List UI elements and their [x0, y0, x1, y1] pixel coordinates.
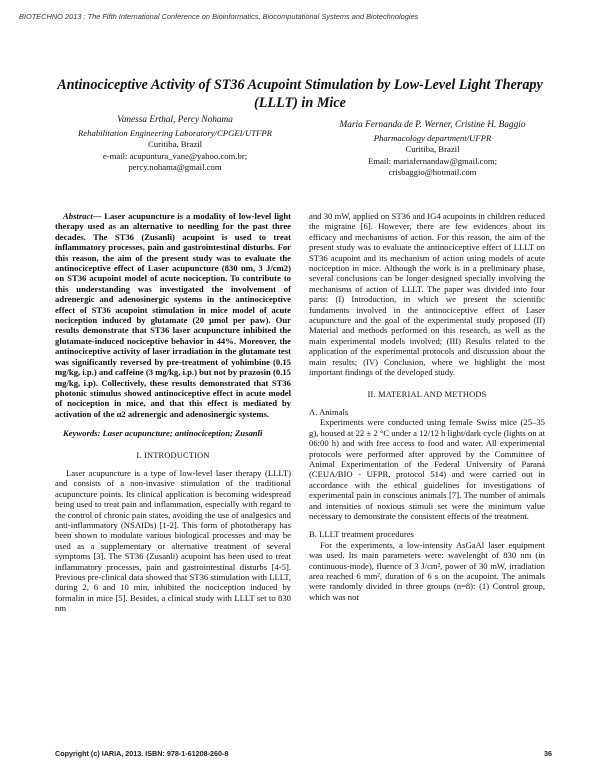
conference-header: BIOTECHNO 2013 : The Fifth International Conference on Bioinformatics, Biocomputational Systems and Biotechnologies [19, 12, 419, 21]
author-names: Maria Fernanda de P. Werner, Cristine H. Baggio [339, 120, 526, 130]
left-column [55, 211, 291, 614]
author-email: percy.nohama@gmail.com [128, 161, 222, 172]
intro-paragraph-continued: and 30 mW, applied on ST36 and IG4 acupoints in children reduced the migraine [6]. However, there are few evidences about its efficacy and mechanisms of action. For this reason, the aim of the present study was to evaluate the antinociceptive effect of LLLT on ST36 acupoint and its mechanism of action using models of acute nociception in mice. Although the work is in a preliminary phase, several conclusions can be longer designed specially involving the mechanisms of action of LLLT. The paper was divided into four parts: (I) Introduction, in which we present the scientific fundaments involved in the antinociceptive effect of Laser acupuncture and the goal of the experimental study proposed (II) Material and methods performed on this research, as well as the main experimental models involved; (III) Results related to the application of the experimental protocols and discussion about the main results; (IV) Conclusion, where we highlight the most important findings of the developed study. [309, 211, 545, 378]
lllt-paragraph: For the experiments, a low-intensity AsGaAl laser equipment was used. Its main parameters were: wavelenght of 830 nm (in continuous-mode), fluence of 3 J/cm², power of 30 mW, irradiation area reached 6 mm², duration of 6 s on the acupoint. The animals were randomly divided in three groups (n=8): (1) Control group, which was not [309, 539, 545, 602]
title-line-2: (LLLT) in Mice [254, 95, 346, 111]
footer-copyright: Copyright (c) IARIA, 2013. ISBN: 978-1-61208-260-8 [55, 749, 229, 758]
author-city: Curitiba, Brazil [405, 144, 460, 155]
subsection-heading-animals: A. Animals [309, 406, 349, 417]
author-block-1 [50, 115, 300, 173]
section-heading-methods: II. MATERIAL AND METHODS [367, 389, 487, 399]
animals-paragraph: Experiments were conducted using female Swiss mice (25–35 g), housed at 22 ± 2 °C under a 12/12 h light/dark cycle (lights on at 06:00 h) and with free access to food and water. All experimental protocols were performed after approved by the Committee of Animal Experimentation of the Federal University of Paraná (CEUA/BIO - UFPR, protocol 514) and were carried out in accordance with the ethical guidelines for investigations of experimental pain in conscious animals [7]. The number of animals and intensities of noxious stimuli set were the minimum value necessary to demonstrate the consistent effects of the treatment. [309, 417, 545, 521]
abstract-text: — Laser acupuncture is a modality of low-level light therapy used as an alternative to needling for the past three decades. The ST36 (Zusanli) acupoint is used to treat inflammatory processes, pain and gastrointestinal disturbs. For this reason, the aim of the present study was to evaluate the antinociceptive effect of Laser acupuncture (830 nm, 3 J/cm2) on ST36 acupoint model of acute nociception. To contribute to this understanding was investigated the involvement of adrenergic and adenosinergic systems in the antinociceptive effect of ST36 acupoint stimulation in mice model of acute nociception induced by glutamate (20 µmol per paw). Our results demonstrate that ST36 laser acupuncture inhibited the glutamate-induced nociceptive behavior in 44%. Moreover, the antinociceptive activity of laser irradiation in the glutamate test was significantly reversed by pre-treatment of yohimbine (0.15 mg/kg, i.p.) and caffeine (3 mg/kg, i.p.) but not by prazosin (0.15 mg/kg, i.p). Collectively, these results demonstrated that ST36 photonic stimulus showed antinociceptive effect in acute model of nociception in mice, and that this effect is mediated by activation of the α2 adrenergic and adenosinergic systems. [55, 211, 291, 419]
title-line-1: Antinociceptive Activity of ST36 Acupoint Stimulation by Low-Level Light Therapy [57, 77, 543, 93]
section-heading-introduction: I. INTRODUCTION [136, 450, 210, 460]
paper-title [40, 76, 560, 112]
author-city: Curitiba, Brazil [147, 139, 203, 150]
keywords: Keywords: Laser acupuncture; antinociception; Zusanli [63, 428, 263, 439]
author-names: Vanessa Erthal, Percy Nohama [117, 115, 233, 125]
abstract [55, 211, 291, 419]
author-email: crisbaggio@hotmail.com [388, 166, 477, 177]
intro-paragraph: Laser acupuncture is a type of low-level laser therapy (LLLT) and consists of a non-invasive stimulation of the traditional acupuncture points. Its clinical application is becoming widespread being used to treat pain and inflammation, especially with regard to the control of chronic pain states, avoiding the use of analgesics and anti-inflammatory (NSAIDs) [1-2]. This form of phototherapy has been shown to modulate various biological processes and may be used as a supplementary or alternative treatment of several symptoms [3]. The ST36 (Zusanli) acupoint has been used to treat inflammatory processes, pain and gastrointestinal disturbs [4-5]. Previous pre-clinical data showed that ST36 stimulation with LLLT, during 2, 6 and 10 min, inhibited the nociception induced by formalin in mice [5]. Besides, a clinical study with LLLT set to 830 nm [55, 467, 291, 614]
subsection-heading-lllt: B. LLLT treatment procedures [309, 529, 414, 540]
abstract-label: Abstract [63, 211, 93, 221]
author-email: e-mail: acupuntura_vane@yahoo.com.br; [102, 150, 248, 161]
author-affiliation: Rehabilitation Engineering Laboratory/CPGEI/UTFPR [77, 128, 272, 139]
page-number: 36 [544, 749, 552, 758]
right-column [309, 211, 545, 602]
author-affiliation: Pharmacology department/UFPR [373, 133, 492, 144]
author-email: Email: mariafernandaw@gmail.com; [367, 155, 498, 166]
author-block-2 [305, 120, 560, 178]
